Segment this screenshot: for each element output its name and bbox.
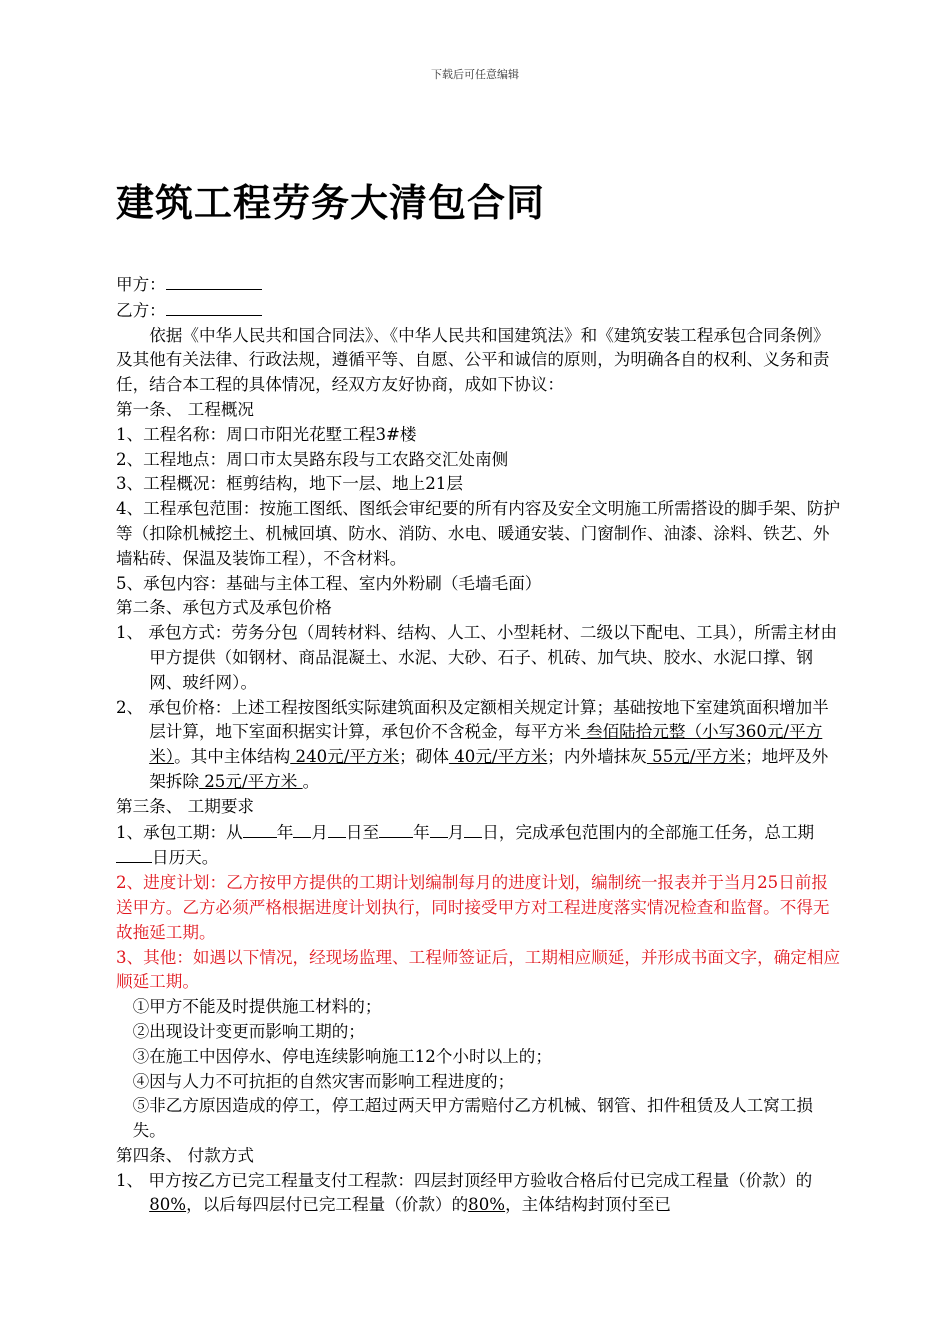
- article-3-item-2: 2、进度计划：乙方按甲方提供的工期计划编制每月的进度计划，编制统一报表并于当月25日前报送甲方。乙方必须严格根据进度计划执行，同时接受甲方对工程进度落实情况检查和监督。不得无故拖延工期。: [116, 873, 830, 942]
- contract-title: 建筑工程劳务大清包合同: [116, 181, 546, 225]
- blank-total-days: [116, 845, 152, 863]
- article-2-item-1: 1、 承包方式：劳务分包（周转材料、结构、人工、小型耗材、二级以下配电、工具），所需主材由甲方提供（如钢材、商品混凝土、水泥、大砂、石子、机砖、加气块、胶水、水泥口撑、钢网、玻纤网）。: [116, 623, 838, 692]
- blank-month: [293, 820, 311, 838]
- delay-condition: ②出现设计变更而影响工期的；: [132, 1021, 365, 1041]
- price-floor: 25元/平方米: [198, 771, 303, 791]
- period-text: 月: [447, 822, 465, 842]
- price-text: ；内外墙抹灰: [547, 747, 647, 767]
- price-structure: 240元/平方米: [290, 747, 400, 767]
- period-text: 年: [413, 822, 430, 842]
- price-masonry: 40元/平方米: [448, 747, 548, 767]
- payment-text: ，主体结构封顶付至已: [505, 1195, 671, 1215]
- article-1-item: 1、工程名称：周口市阳光花墅工程3#楼: [116, 424, 417, 444]
- party-b-label: 乙方：: [116, 300, 166, 320]
- article-3-heading: 第三条、 工期要求: [116, 796, 255, 816]
- article-2-heading: 第二条、承包方式及承包价格: [116, 598, 332, 618]
- payment-text: ，以后每四层付已完工程量（价款）的: [186, 1195, 469, 1215]
- article-1-item: 2、工程地点：周口市太昊路东段与工农路交汇处南侧: [116, 449, 509, 469]
- price-plaster: 55元/平方米: [646, 747, 746, 767]
- payment-percent: 80%: [468, 1195, 506, 1215]
- blank-month: [430, 820, 448, 838]
- blank-day: [328, 820, 346, 838]
- price-text: 2、 承包价格：上述工程按图纸实际建筑面积及定额相关规定计算；基础按地下室建筑面积增加半层计算，地下室面积据实计算，承包价不含税金，每平方米: [116, 697, 829, 742]
- article-1-heading: 第一条、 工程概况: [116, 399, 255, 419]
- payment-text: 1、 甲方按乙方已完工程量支付工程款：四层封顶经甲方验收合格后付已完成工程量（价款）的: [116, 1170, 813, 1190]
- price-text: 。其中主体结构: [174, 747, 291, 767]
- delay-condition: ④因与人力不可抗拒的自然灾害而影响工程进度的；: [132, 1071, 515, 1091]
- party-b-line: [116, 298, 844, 324]
- party-b-blank: [166, 298, 262, 316]
- party-a-label: 甲方：: [116, 275, 166, 294]
- article-1-item: 4、工程承包范围：按施工图纸、图纸会审纪要的所有内容及安全文明施工所需搭设的脚手架、防护等（扣除机械挖土、机械回填、防水、消防、水电、暖通安装、门窗制作、油漆、涂料、铁艺、外墙粘砖、保温及装饰工程），不含材料。: [116, 499, 841, 568]
- price-text: 。: [302, 771, 320, 791]
- party-a-line: [116, 272, 844, 298]
- page-header: 下载后可任意编辑: [431, 68, 519, 81]
- period-text: 月: [311, 822, 328, 842]
- period-text: 1、承包工期：从: [116, 822, 243, 842]
- party-a-blank: [166, 272, 262, 290]
- blank-day: [464, 820, 482, 838]
- payment-percent: 80%: [149, 1195, 187, 1215]
- blank-year: [243, 820, 277, 838]
- article-2-item-2: [116, 696, 844, 795]
- article-4-heading: 第四条、 付款方式: [116, 1145, 255, 1165]
- price-total: 叁佰陆拾元整（小写360元/平方米）: [149, 722, 823, 767]
- period-text: 日历天。: [152, 848, 219, 868]
- period-text: 年: [276, 822, 294, 842]
- intro-paragraph: 依据《中华人民共和国合同法》、《中华人民共和国建筑法》和《建筑安装工程承包合同条例》及其他有关法律、行政法规，遵循平等、自愿、公平和诚信的原则，为明确各自的权利、义务和责任，结合本工程的具体情况，经双方友好协商，成如下协议：: [116, 325, 830, 395]
- period-text: 日，完成承包范围内的全部施工任务，总工期: [482, 822, 815, 842]
- article-3-item-1: [116, 820, 844, 872]
- blank-year: [379, 820, 413, 838]
- article-1-item: 5、承包内容：基础与主体工程、室内外粉刷（毛墙毛面）: [116, 573, 542, 593]
- article-4-item-1: [116, 1169, 844, 1219]
- price-text: ；砌体: [399, 747, 449, 767]
- delay-condition: ③在施工中因停水、停电连续影响施工12个小时以上的；: [132, 1046, 552, 1066]
- delay-condition: ①甲方不能及时提供施工材料的；: [132, 997, 382, 1017]
- article-3-item-3: 3、其他：如遇以下情况，经现场监理、工程师签证后，工期相应顺延，并形成书面文字，确定相应顺延工期。: [116, 947, 841, 992]
- contract-body: [116, 272, 844, 1218]
- delay-condition: ⑤非乙方原因造成的停工，停工超过两天甲方需赔付乙方机械、钢管、扣件租赁及人工窝工损失。: [132, 1096, 813, 1141]
- article-1-item: 3、工程概况：框剪结构，地下一层、地上21层: [116, 474, 463, 494]
- period-text: 日至: [345, 822, 380, 842]
- price-text: ；地坪及外架拆除: [149, 747, 829, 791]
